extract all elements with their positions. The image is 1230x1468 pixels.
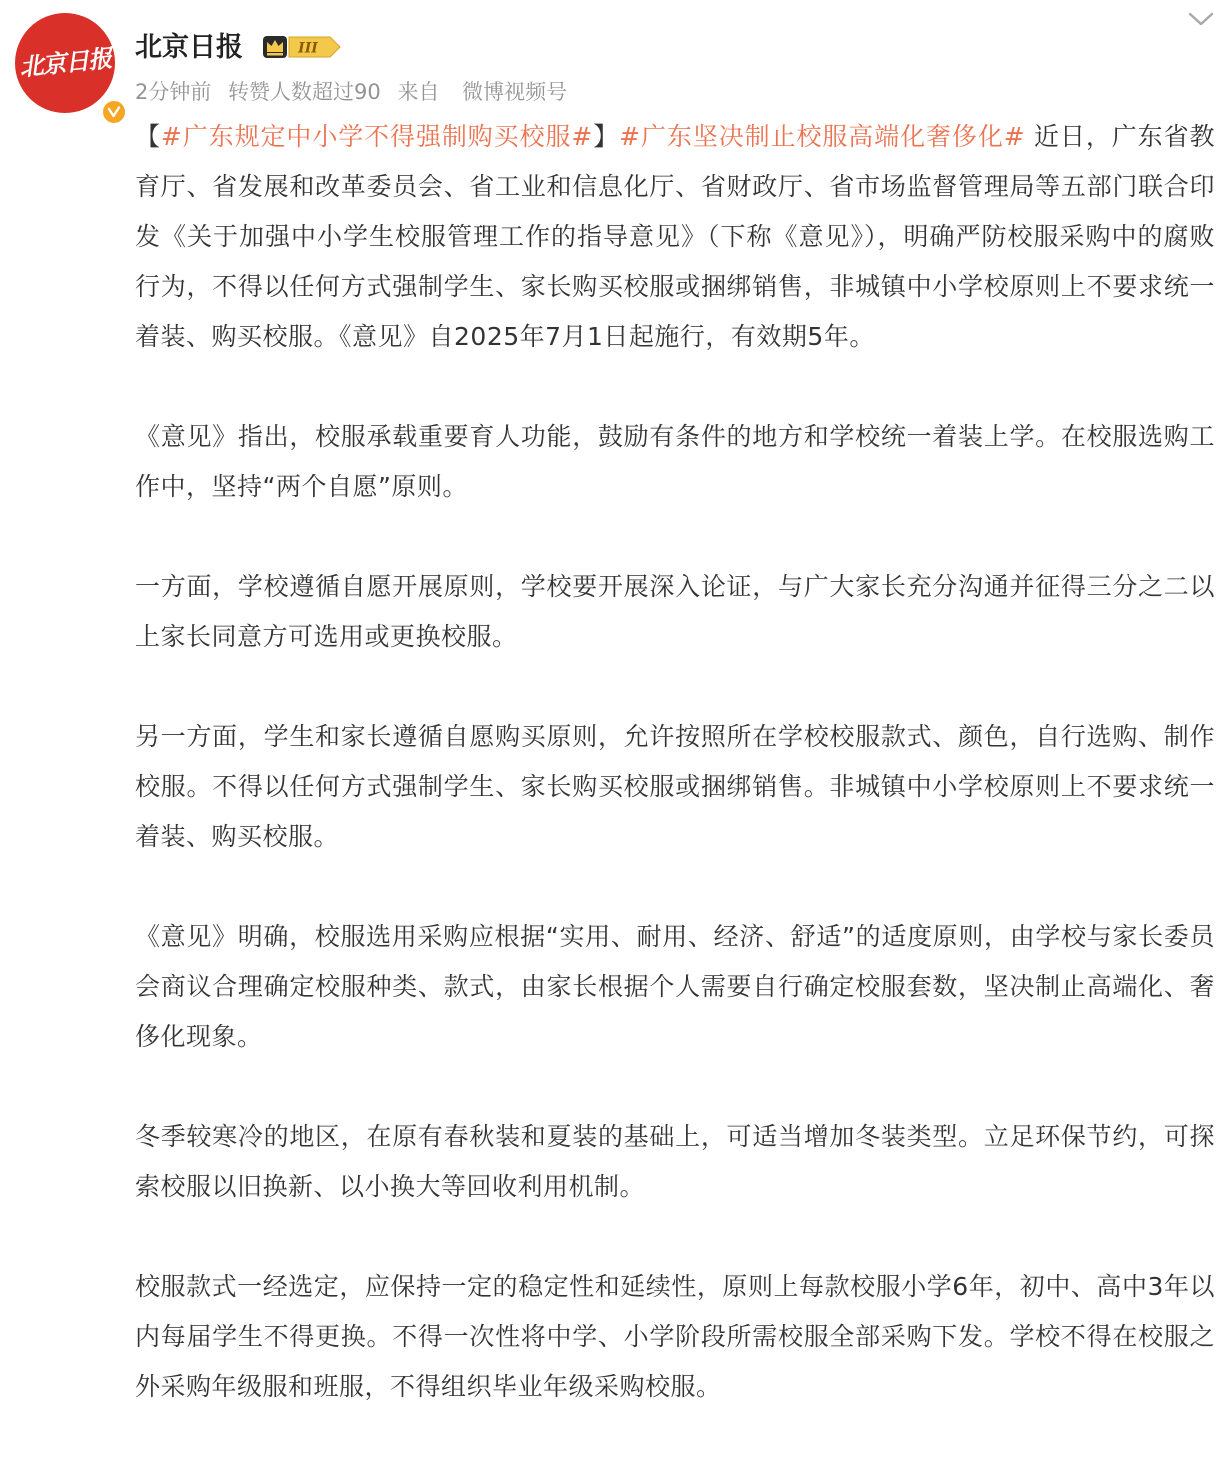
content-paragraph: 冬季较寒冷的地区，在原有春秋装和夏装的基础上，可适当增加冬装类型。立足环保节约，可探索校服以旧换新、以小换大等回收利用机制。: [135, 1122, 1215, 1201]
content-paragraph: 《意见》指出，校服承载重要育人功能，鼓励有条件的地方和学校统一着装上学。在校服选购工作中，坚持“两个自愿”原则。: [135, 422, 1215, 501]
source-prefix: 来自: [397, 80, 440, 104]
author-avatar[interactable]: [15, 13, 115, 113]
bracket-open: 【: [135, 122, 161, 151]
hashtag-link[interactable]: #广东坚决制止校服高端化奢侈化#: [619, 122, 1026, 151]
content-paragraph: 《意见》明确，校服选用采购应根据“实用、耐用、经济、舒适”的适度原则，由学校与家长委员会商议合理确定校服种类、款式，由家长根据个人需要自行确定校服套数，坚决制止高端化、奢侈化现象。: [135, 922, 1215, 1051]
member-level-badge[interactable]: [262, 33, 342, 61]
content-paragraph: 另一方面，学生和家长遵循自愿购买原则，允许按照所在学校校服款式、颜色，自行选购、制作校服。不得以任何方式强制学生、家长购买校服或捆绑销售。非城镇中小学校原则上不要求统一着装、购买校服。: [135, 722, 1215, 851]
avatar-logo-text: 北京日报: [17, 43, 113, 82]
content-paragraph: 一方面，学校遵循自愿开展原则，学校要开展深入论证，与广大家长充分沟通并征得三分之二以上家长同意方可选用或更换校服。: [135, 572, 1215, 651]
chevron-down-icon[interactable]: [1187, 8, 1215, 30]
reposts-info: 转赞人数超过90: [228, 80, 381, 104]
bracket-close: 】: [592, 122, 620, 151]
content-paragraph: 校服款式一经选定，应保持一定的稳定性和延续性，原则上每款校服小学6年，初中、高中3年以内每届学生不得更换。不得一次性将中学、小学阶段所需校服全部采购下发。学校不得在校服之外采购年级服和班服，不得组织毕业年级采购校服。: [135, 1272, 1215, 1401]
hashtag-link[interactable]: #广东规定中小学不得强制购买校服#: [160, 122, 593, 151]
post-time[interactable]: 2分钟前: [135, 80, 212, 104]
post-meta: [135, 76, 567, 108]
source-app[interactable]: 微博视频号: [462, 80, 568, 104]
intro-paragraph: [135, 112, 1215, 362]
verified-check-icon: [101, 99, 127, 125]
intro-text: 近日，广东省教育厅、省发展和改革委员会、省工业和信息化厅、省财政厅、省市场监督管理局等五部门联合印发《关于加强中小学生校服管理工作的指导意见》（下称《意见》），明确严防校服采购中的腐败行为，不得以任何方式强制学生、家长购买校服或捆绑销售，非城镇中小学校原则上不要求统一着装、购买校服。《意见》自2025年7月1日起施行，有效期5年。: [135, 122, 1215, 351]
post-content: [135, 112, 1215, 1412]
member-level-text: III: [298, 40, 318, 57]
crown-icon: [263, 36, 287, 58]
author-name[interactable]: 北京日报: [135, 32, 243, 63]
